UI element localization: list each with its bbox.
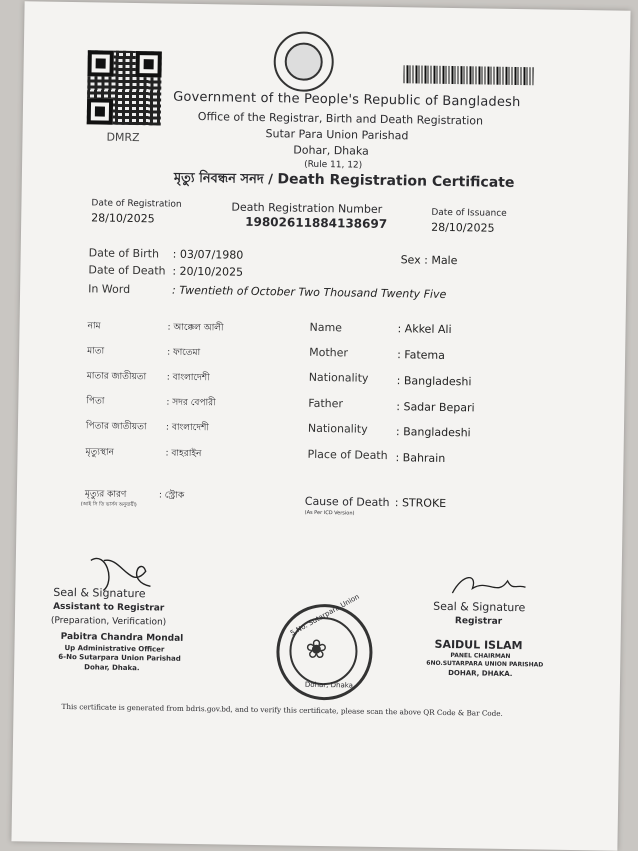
dob-label: Date of Birth [88, 246, 160, 261]
left-name: Pabitra Chandra Mondal [60, 631, 184, 644]
field-bn-label: মৃত্যুস্থান [85, 447, 114, 458]
right-line3: DOHAR, DHAKA. [448, 669, 513, 679]
field-en-value: : Bangladeshi [395, 425, 471, 440]
union-parishad-seal [276, 592, 373, 700]
field-en-value: : Bahrain [395, 451, 446, 465]
office-title: Office of the Registrar, Birth and Death Registration [197, 110, 484, 128]
place-name: Dohar, Dhaka [293, 143, 369, 158]
right-name: SAIDUL ISLAM [434, 637, 523, 653]
field-bn-label: মাতার জাতীয়তা [86, 371, 147, 383]
left-seal-signature: Seal & Signature [53, 585, 146, 601]
field-bn-value: : আক্কেল আলী [167, 322, 224, 334]
rule-text: (Rule 11, 12) [304, 159, 363, 171]
left-line2: 6-No Sutarpara Union Parishad [58, 652, 181, 663]
cause-en-sub: (As Per ICD Version) [304, 509, 355, 517]
reg-date-label: Date of Registration [91, 198, 182, 210]
certificate-paper [11, 1, 630, 850]
left-role: Assistant to Registrar [53, 601, 165, 614]
field-en-value: : Sadar Bepari [396, 400, 475, 415]
right-line2: 6NO.SUTARPARA UNION PARISHAD [426, 659, 544, 669]
registrar-signature [447, 568, 528, 603]
right-line1: PANEL CHAIRMAN [450, 652, 511, 661]
field-en-value: : Bangladeshi [396, 374, 472, 389]
lotus-icon: ❀ [305, 634, 328, 666]
field-bn-label: মাতা [87, 346, 105, 357]
union-name: Sutar Para Union Parishad [265, 127, 409, 143]
right-role: Registrar [454, 616, 503, 627]
certificate-title [174, 169, 515, 195]
inword-value: : Twentieth of October Two Thousand Twenty Five [172, 283, 447, 301]
cause-bn-value: : স্ট্রোক [158, 490, 185, 501]
field-bn-label: পিতা [86, 396, 105, 407]
cause-bn-label: মৃত্যুর কারণ [84, 489, 127, 500]
field-en-label: Father [308, 396, 344, 411]
field-en-value: : Fatema [397, 348, 446, 362]
barcode [403, 65, 533, 85]
dod-value: : 20/10/2025 [172, 264, 244, 279]
field-en-label: Nationality [308, 370, 369, 385]
field-bn-value: : বাংলাদেশী [165, 422, 209, 434]
reg-date: 28/10/2025 [91, 211, 155, 226]
field-bn-label: পিতার জাতীয়তা [85, 421, 147, 433]
title-en: Death Registration Certificate [277, 171, 515, 192]
field-en-label: Name [309, 320, 343, 335]
government-emblem-icon [273, 31, 334, 92]
seal-bottom-text: Dohar, Dhaka. [304, 680, 356, 690]
left-line1: Up Administrative Officer [64, 643, 165, 654]
right-seal-signature: Seal & Signature [433, 599, 526, 615]
field-en-value: : Akkel Ali [397, 322, 452, 337]
field-bn-value: : সদর বেপারী [166, 397, 216, 409]
cause-en-value: : STROKE [394, 496, 447, 510]
inword-label: In Word [88, 282, 131, 296]
left-role-sub: (Preparation, Verification) [50, 615, 167, 628]
drn-label: Death Registration Number [231, 200, 383, 216]
dod-label: Date of Death [88, 263, 166, 278]
field-bn-value: : ফাতেমা [167, 347, 201, 359]
footer-note: This certificate is generated from bdris.gov.bd, and to verify this certificate, please scan the above QR Code & Bar Code. [61, 701, 503, 718]
title-bn: মৃত্যু নিবন্ধন সনদ / [173, 170, 273, 188]
field-bn-value: : বাংলাদেশী [166, 372, 210, 384]
left-line3: Dohar, Dhaka. [84, 663, 140, 673]
issue-date-label: Date of Issuance [431, 207, 507, 219]
dob-value: : 03/07/1980 [172, 247, 244, 262]
gov-title: Government of the People's Republic of Bangladesh [173, 89, 521, 111]
field-bn-label: নাম [87, 321, 101, 332]
field-bn-value: : বাহরাইন [165, 448, 202, 460]
seal-top-text: 5 No. Sutarpara Union [288, 592, 361, 638]
sex-value: Sex : Male [400, 253, 458, 268]
qr-caption: DMRZ [106, 130, 140, 145]
field-en-label: Mother [309, 345, 349, 360]
qr-code [87, 50, 162, 125]
cause-bn-sub: (আই সি ডি ভার্সন অনুযায়ী) [80, 501, 137, 509]
issue-date: 28/10/2025 [431, 220, 495, 235]
field-en-label: Place of Death [307, 447, 388, 463]
cause-en-label: Cause of Death [304, 494, 390, 510]
drn-value: 19802611884138697 [245, 214, 388, 232]
field-en-label: Nationality [307, 421, 368, 436]
